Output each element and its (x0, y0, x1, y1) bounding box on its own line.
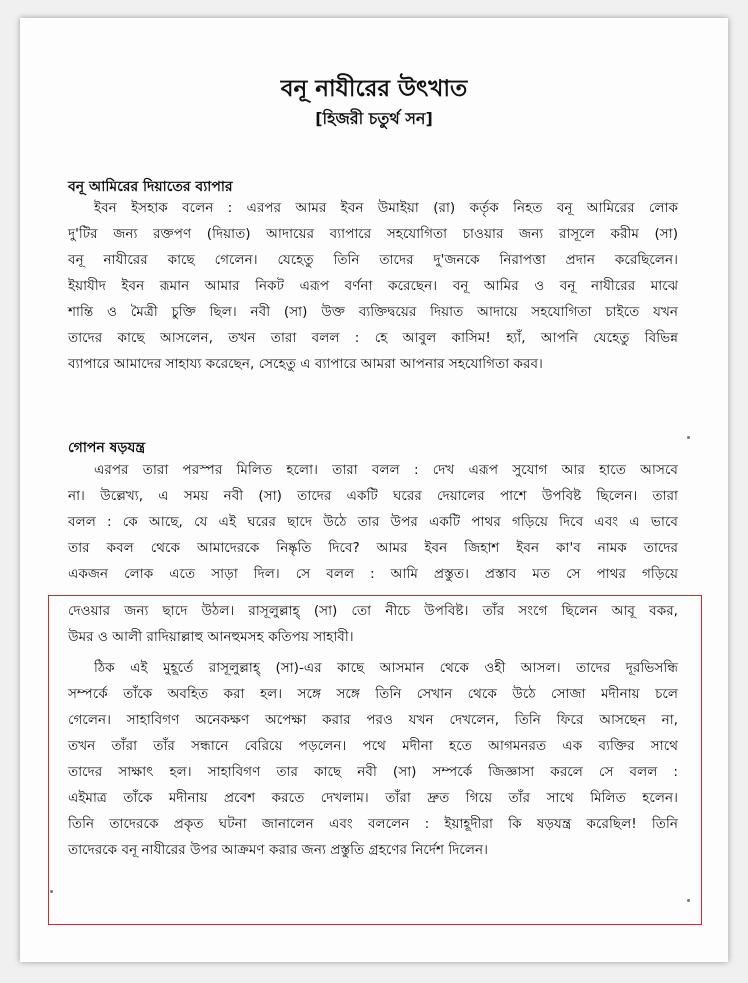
paragraph-line: তাদের সাক্ষাৎ হল। সাহাবিগণ তার কাছে নবী (সা) সম্পর্কে জিজ্ঞাসা করলে সে বলল : (68, 764, 678, 780)
paragraph-line: তাদেরকে বনূ নাযীরের উপর আক্রমণ করার জন্য প্রস্তুতি গ্রহণের নির্দেশ দিলেন। (68, 842, 488, 858)
paragraph-line: ইয়াযীদ ইবন রূমান আমার নিকট এরূপ বর্ণনা করেছেন। বনূ আমির ও বনূ নাযীরের মাঝে (68, 278, 678, 294)
paragraph-line: ব্যাপারে আমাদের সাহায্য করেছেন, সেহেতু এ ব্যাপারে আমরা আপনার সহযোগিতা করব। (68, 356, 543, 372)
paragraph-line: দু'টির জন্য রক্তপণ (দিয়াত) আদায়ের ব্যাপারে সহযোগিতা চাওয়ার জন্য রাসূলে করীম (সা) (68, 226, 678, 242)
paragraph-line: দেওয়ার জন্য ছাদে উঠল। রাসূলুল্লাহ্ (সা) তো নীচে উপবিষ্ট। তাঁর সংগে ছিলেন আবূ বকর, (68, 603, 678, 619)
paragraph-line: তাদের কাছে আসলেন, তখন তারা বলল : হে আবুল কাসিম! হ্যাঁ, আপনি যেহেতু বিভিন্ন (68, 330, 678, 346)
paragraph-line: শান্তি ও মৈত্রী চুক্তি ছিল। নবী (সা) উক্ত ব্যক্তিদ্বয়ের দিয়াত আদায়ে সহযোগিতা চাইতে যখন (68, 304, 678, 320)
section-heading-diyat: বনূ আমিরের দিয়াতের ব্যাপার (68, 179, 233, 195)
paragraph-line: ঠিক এই মুহূর্তে রাসূলুল্লাহ্ (সা)-এর কাছে আসমান থেকে ওহী আসল। তাদের দূরভিসন্ধি (94, 660, 678, 676)
highlight-region (48, 595, 702, 925)
paragraph-line: গেলেন। সাহাবিগণ অনেকক্ষণ অপেক্ষা করার পরও যখন দেখলেন, তিনি ফিরে আসছেন না, (68, 712, 678, 728)
scan-speck (687, 436, 690, 439)
paragraph-line: বলল : কে আছে, যে এই ঘরের ছাদে উঠে তার উপর একটি পাথর গড়িয়ে দিবে এবং এ ভাবে (68, 514, 678, 530)
paragraph-line: এইমাত্র তাঁকে মদীনায় প্রবেশ করতে দেখলাম। তাঁরা দ্রুত গিয়ে তাঁর সাথে মিলিত হলেন। (68, 790, 678, 806)
page-subtitle: [হিজরী চতুর্থ সন] (315, 109, 433, 128)
document-page (20, 18, 728, 962)
paragraph-line: উমর ও আলী রাদিয়াল্লাহু আনহুমসহ কতিপয় সাহাবী। (68, 629, 354, 645)
paragraph-line: তখন তাঁরা তাঁর সন্ধানে বেরিয়ে পড়লেন। পথে মদীনা হতে আগমনরত এক ব্যক্তির সাথে (68, 738, 678, 754)
paragraph-line: ইবন ইসহাক বলেন : এরপর আমর ইবন উমাইয়া (রা) কর্তৃক নিহত বনূ আমিরের লোক (94, 200, 678, 216)
paragraph-line: সম্পর্কে তাঁকে অবহিত করা হল। সঙ্গে সঙ্গে তিনি সেখান থেকে উঠে সোজা মদীনায় চলে (68, 686, 678, 702)
paragraph-line: একজন লোক এতে সাড়া দিল। সে বলল : আমি প্রস্তুত। প্রস্তাব মত সে পাথর গড়িয়ে (68, 566, 678, 582)
paragraph-line: তার কবল থেকে আমাদেরকে নিষ্কৃতি দিবে? আমর ইবন জিহাশ ইবন কা'ব নামক তাদের (68, 540, 678, 556)
paragraph-line: বনূ নাযীরের কাছে গেলেন। যেহেতু তিনি তাদের দু'জনকে নিরাপত্তা প্রদান করেছিলেন। (68, 252, 678, 268)
paragraph-line: তিনি তাদেরকে প্রকৃত ঘটনা জানালেন এবং বললেন : ইয়াহূদীরা কি ষড়যন্ত্র করেছিল! তিনি (68, 816, 678, 832)
paragraph-line: এরপর তারা পরস্পর মিলিত হলো। তারা বলল : দেখ এরূপ সুযোগ আর হাতে আসবে (94, 462, 678, 478)
section-heading-conspiracy: গোপন ষড়যন্ত্র (68, 440, 146, 456)
paragraph-line: না। উল্লেখ্য, এ সময় নবী (সা) তাদের একটি ঘরের দেয়ালের পাশে উপবিষ্ট ছিলেন। তারা (68, 488, 678, 504)
page-title: বনূ নাযীরের উৎখাত (280, 76, 468, 102)
